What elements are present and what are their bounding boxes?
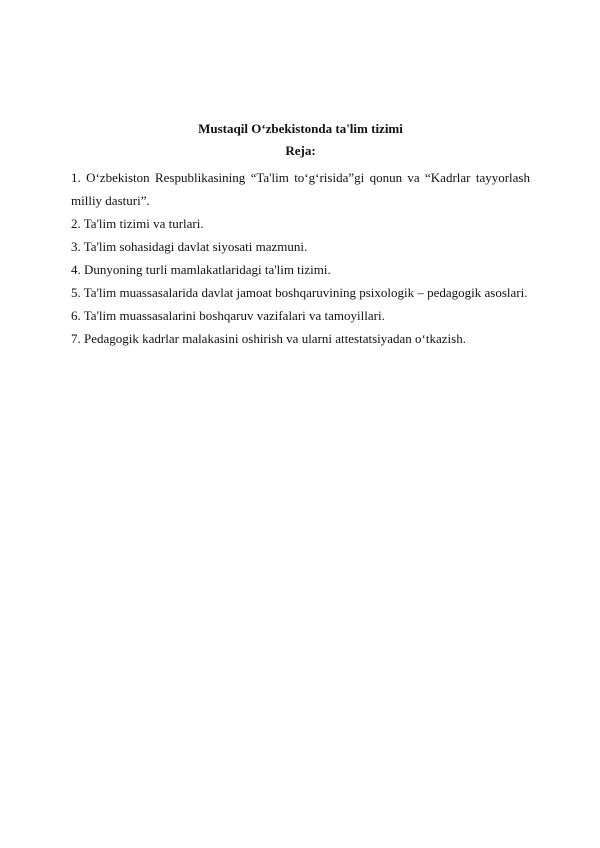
plan-item-3: 3. Ta'lim sohasidagi davlat siyosati mazmuni. bbox=[71, 239, 308, 254]
plan-item-7: 7. Pedagogik kadrlar malakasini oshirish va ularni attestatsiyadan o‘tkazish. bbox=[71, 331, 466, 346]
plan-heading: Reja: bbox=[285, 143, 316, 158]
plan-item-4: 4. Dunyoning turli mamlakatlaridagi ta'lim tizimi. bbox=[71, 262, 331, 277]
plan-item-1: 1. O‘zbekiston Respublikasining “Ta'lim to‘g‘risida”gi qonun va “Kadrlar tayyorlash milliy dasturi”. bbox=[71, 170, 530, 208]
plan-item-6: 6. Ta'lim muassasalarini boshqaruv vazifalari va tamoyillari. bbox=[71, 308, 385, 323]
plan-item-2: 2. Ta'lim tizimi va turlari. bbox=[71, 216, 204, 231]
plan-list bbox=[71, 166, 530, 350]
document-content bbox=[71, 120, 530, 350]
document-title: Mustaqil O‘zbekistonda ta'lim tizimi bbox=[198, 121, 403, 136]
plan-item-5: 5. Ta'lim muassasalarida davlat jamoat boshqaruvining psixologik – pedagogik asoslari. bbox=[71, 285, 528, 300]
